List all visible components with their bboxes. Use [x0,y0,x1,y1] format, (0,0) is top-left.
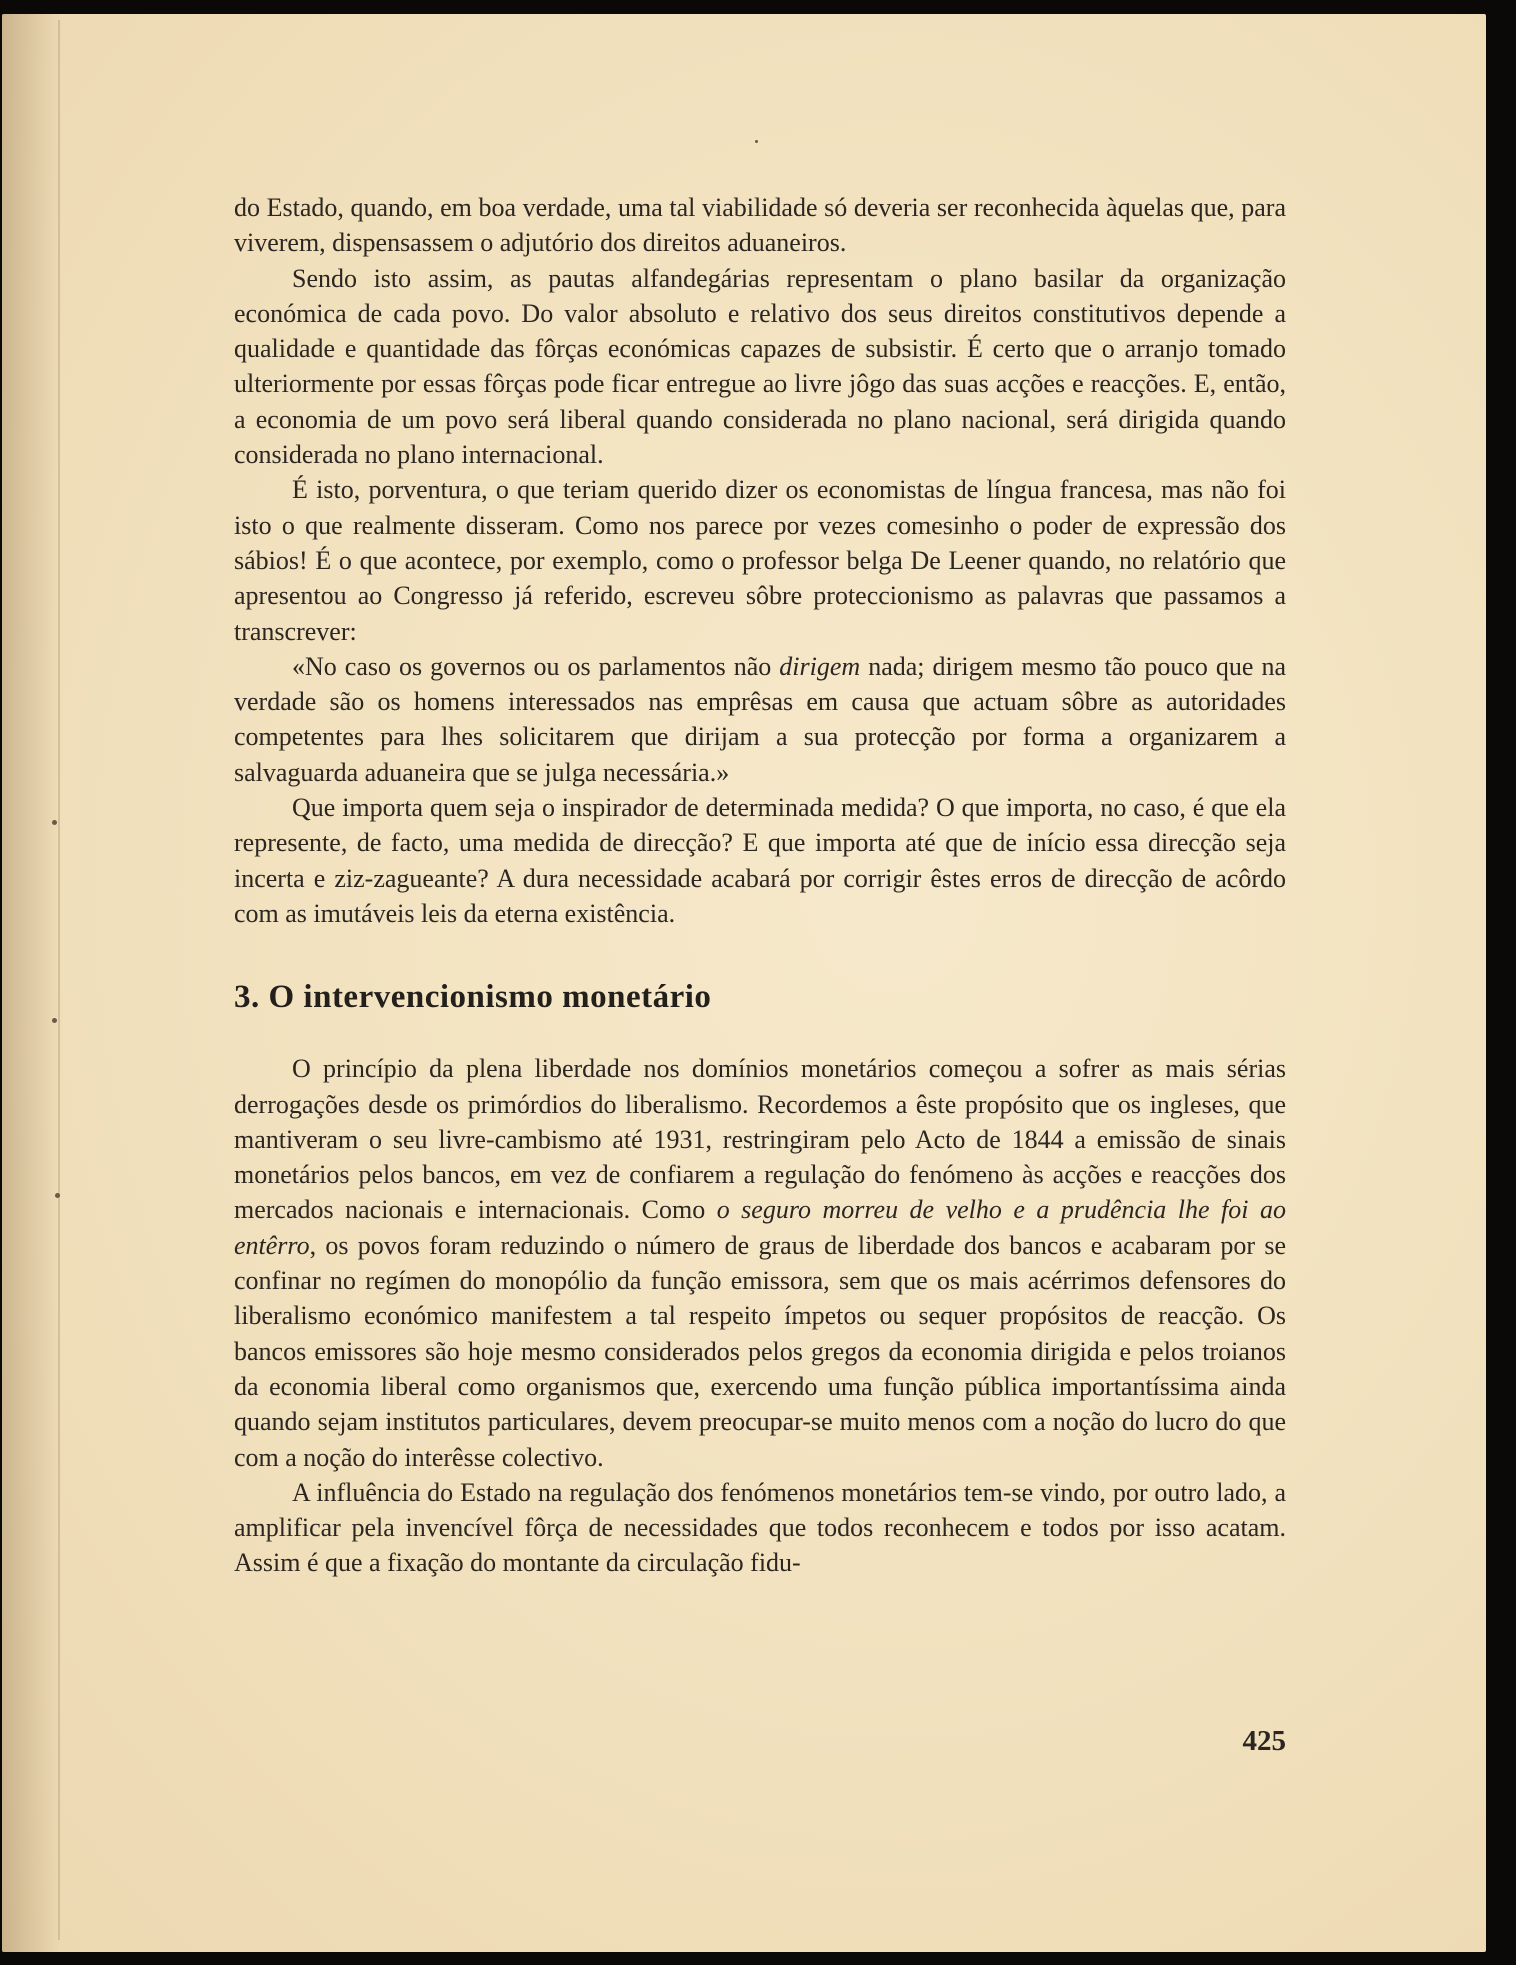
margin-mark [52,820,57,825]
section-heading: 3. O intervencionismo monetário [234,979,712,1016]
margin-mark [55,1193,60,1198]
margin-mark [52,1018,57,1023]
page-body [234,190,1286,1581]
quote-text-end: nada; dirigem mesmo tão pouco que na verdade são os homens interessados nas emprêsas em causa que actuam sôbre as autoridades competentes para lhes solicitarem que dirijam a sua protecção por forma a organizarem a salvaguarda aduaneira que se julga necessária.» [234,651,1286,787]
quote-de-leener [234,649,1286,790]
paragraph-monetary-freedom [234,1051,1286,1475]
paragraph-direction: Que importa quem seja o inspirador de determinada medida? O que importa, no caso, é que ela represente, de facto, uma medida de direcção? E que importa até que de início essa direcção seja incerta e ziz-zagueante? A dura necessidade acabará por corrigir êstes erros de direcção de acôrdo com as imutáveis leis da eterna existência. [234,793,1286,928]
paragraph-continuation: do Estado, quando, em boa verdade, uma tal viabilidade só deveria ser reconhecida àquelas que, para viverem, dispensassem o adjutório dos direitos aduaneiros. [234,193,1286,258]
page-number: 425 [1242,1725,1286,1757]
quote-text-start: «No caso os governos ou os parlamentos não [292,651,780,681]
paragraph-state-influence: A influência do Estado na regulação dos fenómenos monetários tem-se vindo, por outro lado, a amplificar pela invencível fôrça de necessidades que todos reconhecem e todos por isso acatam. Assim é que a fixação do montante da circulação fidu- [234,1477,1286,1578]
proverb-italic: o seguro morreu de velho e a prudência lhe foi ao entêrro [234,1195,1286,1260]
paragraph-text-start: O princípio da plena liberdade nos domínios monetários começou a sofrer as mais sérias derrogações desde os primórdios do liberalismo. Recordemos a êste propósito que os ingleses, que mantiveram o seu livre-cambismo até 1931, restringiram pelo Acto de 1844 a emissão de sinais monetários pelos bancos, em vez de confiarem a regulação do fenómeno às acções e reacções dos mercados nacionais e internacionais. Como [234,1054,1286,1225]
binding-shadow [2,14,62,1952]
page-speck [755,140,758,143]
paragraph-french-economists: É isto, porventura, o que teriam querido dizer os economistas de língua francesa, mas não foi isto o que realmente disseram. Como nos parece por vezes comesinho o poder de expressão dos sábios! É o que acontece, por exemplo, como o professor belga De Leener quando, no relatório que apresentou ao Congresso já referido, escreveu sôbre proteccionismo as palavras que passamos a transcrever: [234,475,1286,646]
quote-italic-word: dirigem [779,651,861,681]
binding-edge [58,20,60,1940]
paragraph-text-end: , os povos foram reduzindo o número de graus de liberdade dos bancos e acabaram por se confinar no regímen do monopólio da função emissora, sem que os mais acérrimos defensores do liberalismo económico manifestem a tal respeito ímpetos ou sequer propósitos de reacção. Os bancos emissores são hoje mesmo considerados pelos gregos da economia dirigida e pelos troianos da economia liberal como organismos que, exercendo uma função pública importantíssima ainda quando sejam institutos particulares, devem preocupar-se muito menos com a noção do lucro do que com a noção do interêsse colectivo. [234,1230,1286,1472]
paragraph-customs-tariffs: Sendo isto assim, as pautas alfandegárias representam o plano basilar da organização económica de cada povo. Do valor absoluto e relativo dos seus direitos constitutivos depende a qualidade e quantidade das fôrças económicas capazes de subsistir. É certo que o arranjo tomado ulteriormente por essas fôrças pode ficar entregue ao livre jôgo das suas acções e reacções. E, então, a economia de um povo será liberal quando considerada no plano nacional, será dirigida quando considerada no plano internacional. [234,263,1286,470]
